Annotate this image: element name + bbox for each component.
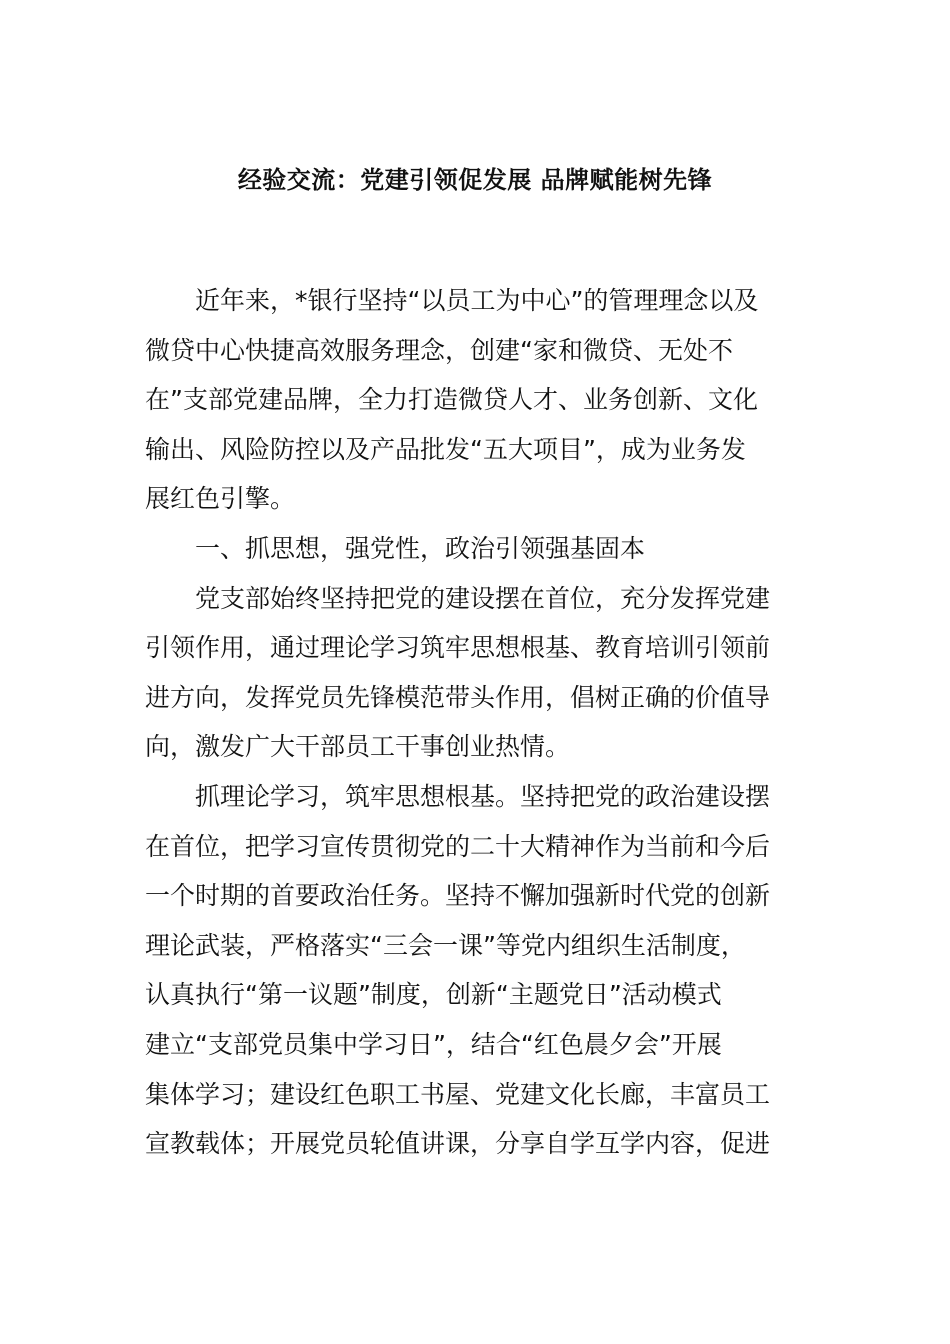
paragraph-line: 引领作用，通过理论学习筑牢思想根基、教育培训引领前 (145, 633, 771, 663)
paragraph-line: 建立“支部党员集中学习日”，结合“红色晨夕会”开展 (145, 1029, 722, 1059)
paragraph-line: 展红色引擎。 (145, 484, 296, 514)
paragraph-line: 在首位，把学习宣传贯彻党的二十大精神作为当前和今后 (145, 831, 771, 861)
paragraph-line: 一个时期的首要政治任务。坚持不懈加强新时代党的创新 (145, 881, 771, 911)
paragraph-line: 向，激发广大干部员工干事创业热情。 (145, 732, 571, 762)
paragraph-line: 近年来，*银行坚持“以员工为中心”的管理理念以及 (195, 286, 759, 315)
paragraph-line: 微贷中心快捷高效服务理念，创建“家和微贷、无处不 (145, 335, 733, 365)
paragraph-line: 党支部始终坚持把党的建设摆在首位，充分发挥党建 (195, 583, 771, 613)
paragraph-line: 抓理论学习，筑牢思想根基。坚持把党的政治建设摆 (195, 781, 771, 811)
section-heading: 一、抓思想，强党性，政治引领强基固本 (195, 533, 646, 563)
paragraph-line: 理论武装，严格落实“三会一课”等党内组织生活制度， (145, 930, 746, 960)
document-body (145, 276, 809, 1169)
paragraph-line: 宣教载体；开展党员轮值讲课，分享自学互学内容，促进 (145, 1129, 771, 1159)
paragraph-line: 集体学习；建设红色职工书屋、党建文化长廊，丰富员工 (145, 1079, 771, 1109)
paragraph-line: 进方向，发挥党员先锋模范带头作用，倡树正确的价值导 (145, 682, 771, 712)
paragraph-line: 在”支部党建品牌，全力打造微贷人才、业务创新、文化 (145, 385, 758, 415)
paragraph-line: 认真执行“第一议题”制度，创新“主题党日”活动模式 (145, 980, 722, 1010)
document-title: 经验交流：党建引领促发展 品牌赋能树先锋 (237, 166, 713, 194)
paragraph-line: 输出、风险防控以及产品批发“五大项目”，成为业务发 (145, 434, 746, 464)
